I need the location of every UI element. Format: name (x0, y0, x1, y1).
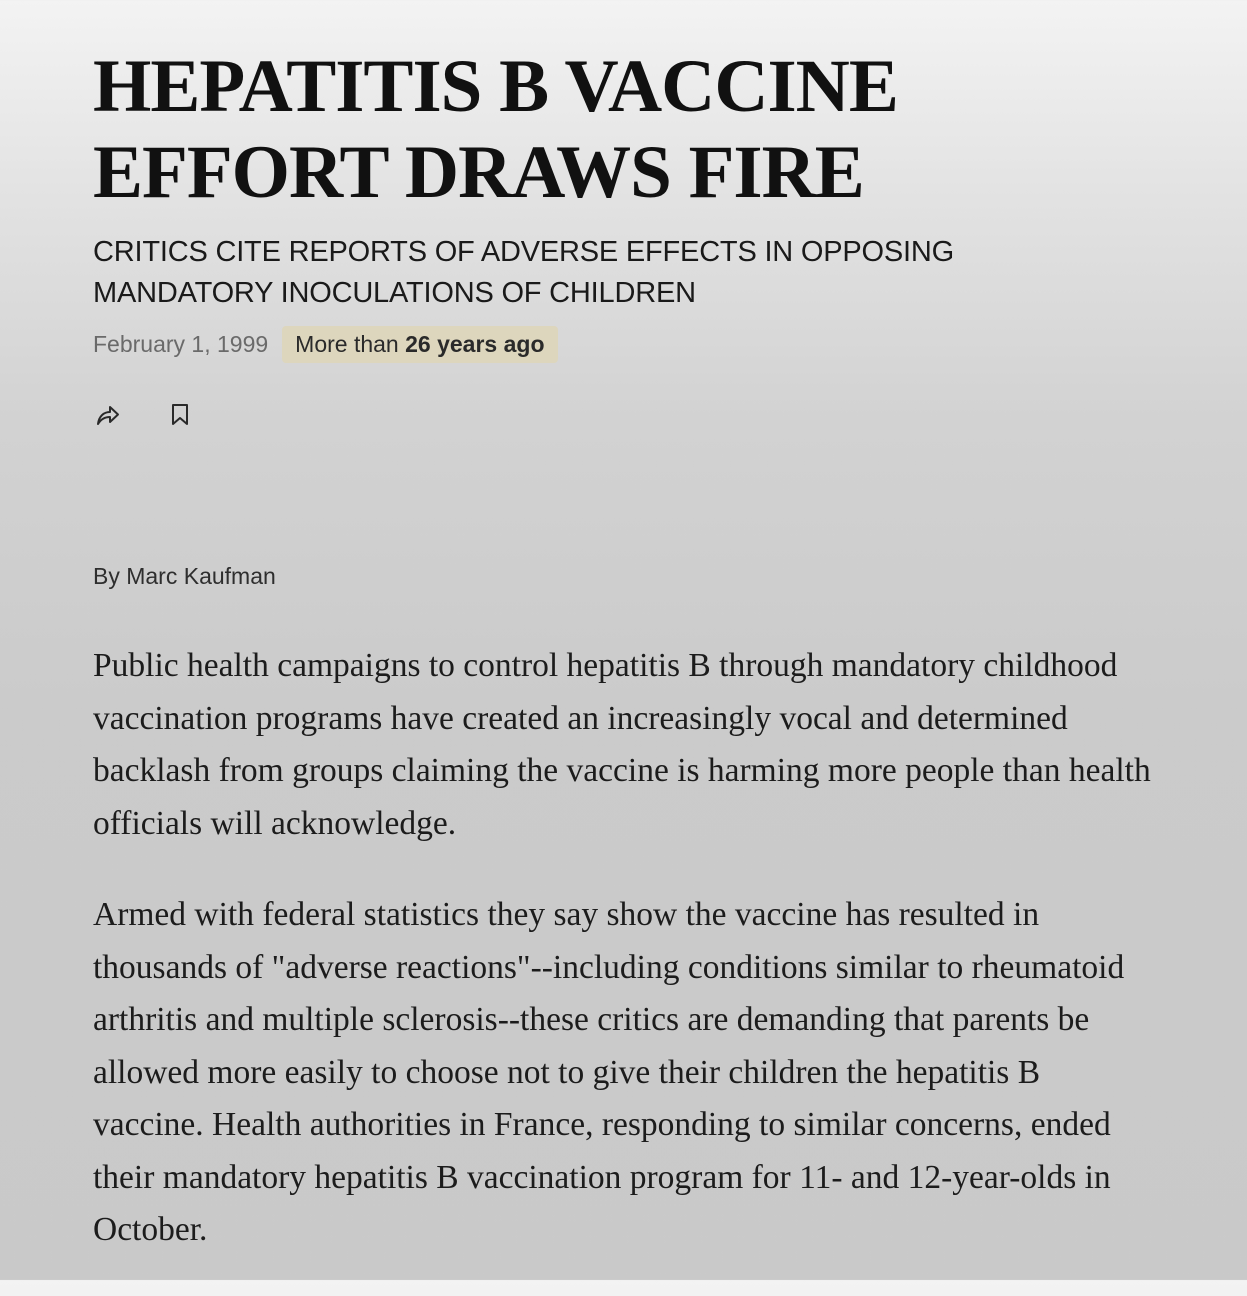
paragraph: Public health campaigns to control hepatitis B through mandatory childhood vaccination programs have created an increasingly vocal and determined backlash from groups claiming the vaccine is harming more people than health officials will acknowledge. (93, 647, 1151, 842)
article-actions (93, 400, 195, 430)
age-badge-prefix: More than (295, 330, 399, 357)
publish-date: February 1, 1999 (93, 330, 269, 357)
age-badge (282, 326, 557, 363)
byline-prefix: By (93, 563, 120, 589)
article-body (93, 640, 1153, 1296)
share-arrow-icon (95, 402, 121, 428)
headline: HEPATITIS B VACCINE EFFORT DRAWS FIRE (93, 45, 898, 214)
bookmark-icon (169, 403, 191, 427)
meta-row (93, 325, 558, 363)
share-button[interactable] (93, 400, 123, 430)
byline (93, 563, 276, 590)
author-link[interactable]: Marc Kaufman (126, 563, 276, 589)
paragraph: Armed with federal statistics they say show the vaccine has resulted in thousands of "adverse reactions"--including conditions similar to rheumatoid arthritis and multiple sclerosis--these critics are demanding that parents be allowed more easily to choose not to give their children the hepatitis B vaccine. Health authorities in France, responding to similar concerns, ended their mandatory hepatitis B vaccination program for 11- and 12-year-olds in October. (93, 896, 1125, 1248)
age-badge-value: 26 years ago (405, 330, 545, 357)
bookmark-button[interactable] (165, 400, 195, 430)
subheadline: CRITICS CITE REPORTS OF ADVERSE EFFECTS IN OPPOSING MANDATORY INOCULATIONS OF CHILDREN (93, 236, 955, 309)
